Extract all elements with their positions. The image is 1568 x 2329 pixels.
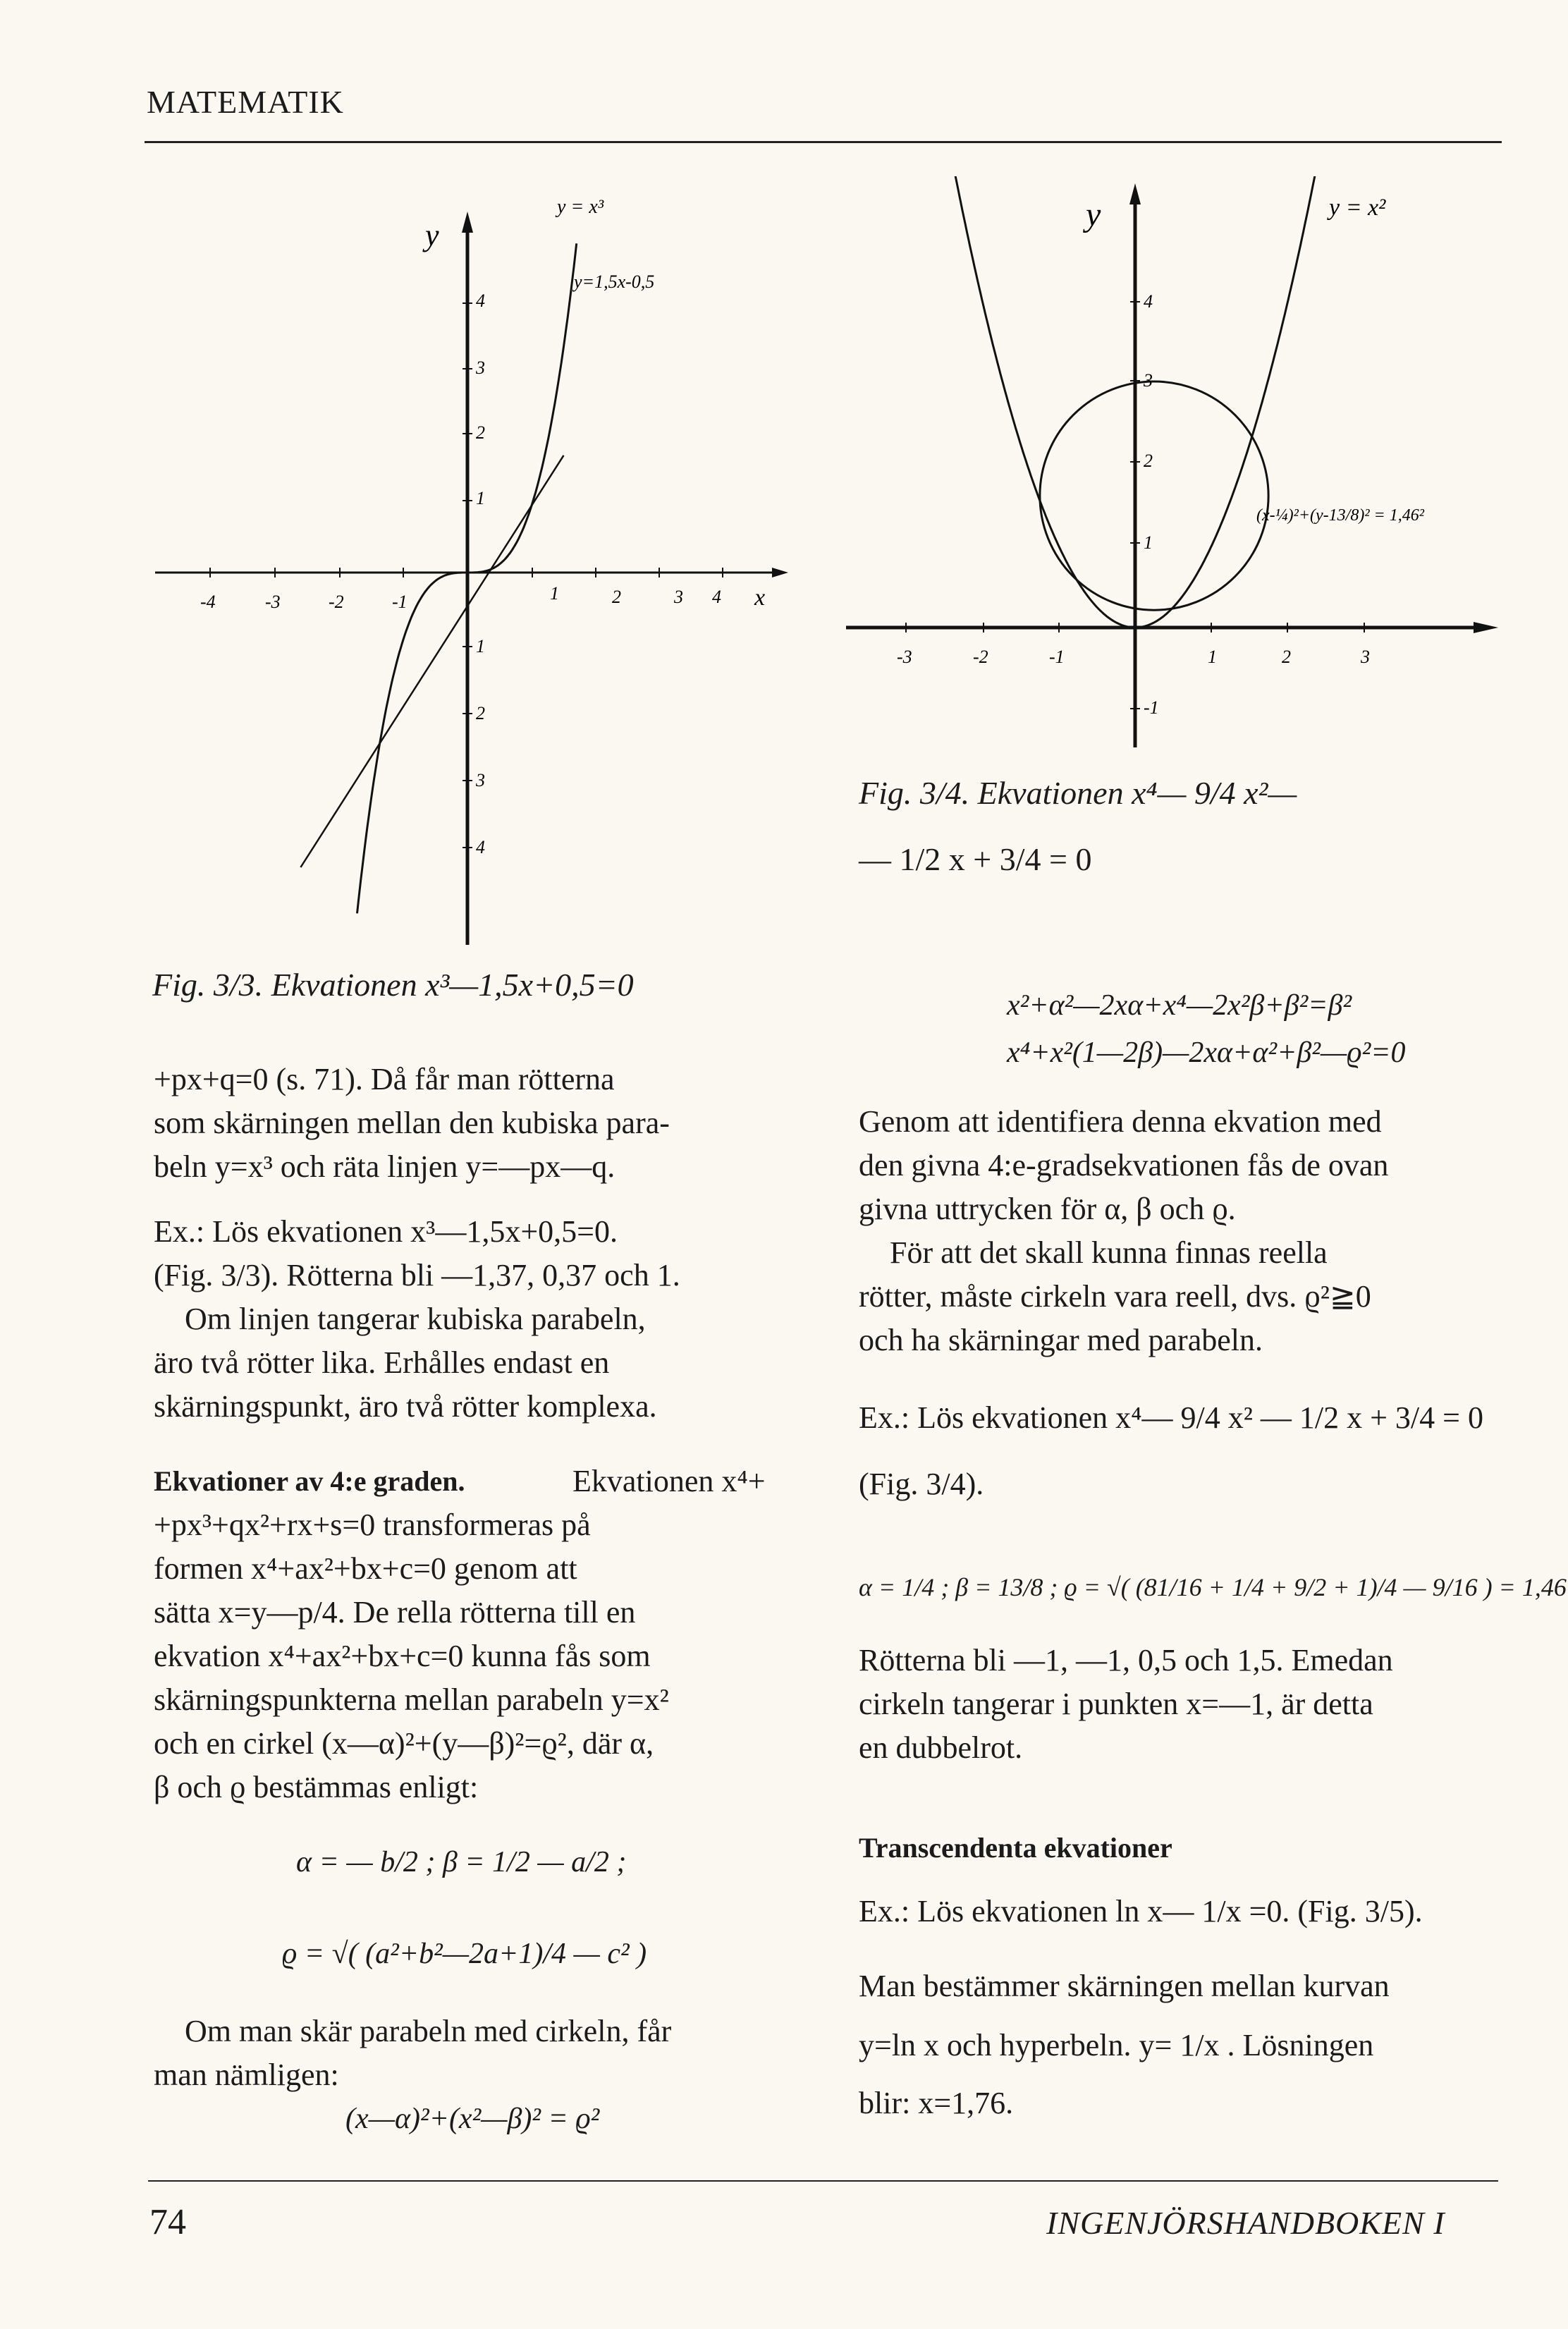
text-line: Man bestämmer skärningen mellan kurvan	[859, 1969, 1390, 2003]
y-tick-label: -1	[1144, 697, 1159, 718]
text-line: som skärningen mellan den kubiska para-	[154, 1106, 670, 1140]
y-tick-label: 4	[476, 837, 485, 857]
formula: α = — b/2 ; β = 1/2 — a/2 ;	[296, 1846, 627, 1878]
formula: α = 1/4 ; β = 13/8 ; ϱ = √( (81/16 + 1/4 + 9/2 + 1)/4 — 9/16 ) = 1,46	[859, 1573, 1567, 1601]
figure-3-4-caption-line2: — 1/2 x + 3/4 = 0	[859, 841, 1092, 877]
x-tick-label: 4	[712, 587, 721, 607]
y-tick-label: 2	[1144, 451, 1153, 471]
y-tick-label: 1	[1144, 532, 1153, 553]
y-tick-label: 3	[476, 770, 485, 790]
x-tick-label: -2	[973, 647, 988, 667]
text-line: För att det skall kunna finnas reella	[890, 1235, 1328, 1270]
circle-label: (x-¼)²+(y-13/8)² = 1,46²	[1256, 506, 1424, 525]
text-line: +px³+qx²+rx+s=0 transformeras på	[154, 1508, 591, 1542]
text-line: sätta x=y—p/4. De rella rötterna till en	[154, 1595, 636, 1630]
header-rule	[145, 141, 1502, 143]
y-axis-label: y	[1086, 196, 1101, 233]
x-tick-label: 1	[1208, 647, 1217, 667]
text-line: äro två rötter lika. Erhålles endast en	[154, 1345, 610, 1380]
x-tick-label: -1	[1049, 647, 1065, 667]
x-tick-label: -3	[897, 647, 912, 667]
x-tick-label: -2	[329, 592, 344, 612]
x-tick-label: -1	[392, 592, 408, 612]
cubic-label: y = x³	[557, 196, 604, 218]
text-line: skärningspunkt, äro två rötter komplexa.	[154, 1389, 657, 1424]
text-line: Ex.: Lös ekvationen x⁴— 9/4 x² — 1/2 x + 3/4 = 0	[859, 1400, 1483, 1435]
text-line: skärningspunkterna mellan parabeln y=x²	[154, 1682, 669, 1717]
text-line: Genom att identifiera denna ekvation med	[859, 1104, 1382, 1139]
text-line: (Fig. 3/3). Rötterna bli —1,37, 0,37 och 1.	[154, 1258, 680, 1292]
y-tick-label: 4	[476, 291, 485, 311]
running-header: MATEMATIK	[147, 84, 344, 120]
formula: x⁴+x²(1—2β)—2xα+α²+β²—ϱ²=0	[1007, 1037, 1406, 1069]
text-line: Ex.: Lös ekvationen ln x— 1/x =0. (Fig. 3/5).	[859, 1894, 1423, 1928]
text-line: Ekvationen x⁴+	[572, 1464, 766, 1498]
text-line: +px+q=0 (s. 71). Då får man rötterna	[154, 1062, 615, 1096]
text-line: Ex.: Lös ekvationen x³—1,5x+0,5=0.	[154, 1214, 618, 1249]
x-tick-label: 2	[612, 587, 621, 607]
section-title: Ekvationer av 4:e graden.	[154, 1465, 465, 1497]
x-tick-label: -4	[200, 592, 216, 612]
book-title: INGENJÖRSHANDBOKEN I	[1046, 2205, 1445, 2241]
page-number: 74	[149, 2202, 186, 2242]
text-line: Om linjen tangerar kubiska parabeln,	[185, 1302, 646, 1336]
x-tick-label: 1	[550, 583, 559, 604]
text-line: blir: x=1,76.	[859, 2086, 1014, 2120]
figure-3-3-caption: Fig. 3/3. Ekvationen x³—1,5x+0,5=0	[152, 967, 634, 1003]
text-line: ekvation x⁴+ax²+bx+c=0 kunna fås som	[154, 1639, 651, 1673]
text-line: beln y=x³ och räta linjen y=—px—q.	[154, 1149, 615, 1184]
section-title: Transcendenta ekvationer	[859, 1832, 1172, 1864]
y-tick-label: 2	[476, 422, 485, 443]
x-tick-label: 3	[1361, 647, 1370, 667]
formula: (x—α)²+(x²—β)² = ϱ²	[345, 2103, 600, 2135]
parabola-label: y = x²	[1329, 195, 1386, 221]
x-tick-label: -3	[265, 592, 281, 612]
text-line: formen x⁴+ax²+bx+c=0 genom att	[154, 1551, 577, 1586]
text-line: y=ln x och hyperbeln. y= 1/x . Lösningen	[859, 2028, 1374, 2062]
text-line: (Fig. 3/4).	[859, 1467, 984, 1501]
text-line: och en cirkel (x—α)²+(y—β)²=ϱ², där α,	[154, 1726, 654, 1761]
text-line: en dubbelrot.	[859, 1730, 1023, 1765]
figure-3-4-caption-line1: Fig. 3/4. Ekvationen x⁴— 9/4 x²—	[859, 775, 1297, 811]
formula: x²+α²—2xα+x⁴—2x²β+β²=β²	[1007, 989, 1352, 1022]
text-line: Rötterna bli —1, —1, 0,5 och 1,5. Emedan	[859, 1643, 1393, 1677]
text-line: givna uttrycken för α, β och ϱ.	[859, 1192, 1236, 1226]
text-line: den givna 4:e-gradsekvationen fås de ovan	[859, 1148, 1389, 1182]
text-line: β och ϱ bestämmas enligt:	[154, 1770, 479, 1804]
formula: ϱ = √( (a²+b²—2a+1)/4 — c² )	[282, 1938, 647, 1970]
text-line: och ha skärningar med parabeln.	[859, 1323, 1263, 1357]
y-tick-label: 1	[476, 488, 485, 508]
x-axis-label: x	[754, 585, 766, 611]
text-line: cirkeln tangerar i punkten x=—1, är detta	[859, 1687, 1373, 1721]
line-curve	[300, 456, 563, 867]
x-tick-label: 3	[674, 587, 683, 607]
footer-rule	[148, 2180, 1498, 2182]
x-tick-label: 2	[1282, 647, 1291, 667]
text-line: man nämligen:	[154, 2058, 339, 2092]
y-tick-label: 2	[476, 703, 485, 723]
line-label: y=1,5x-0,5	[574, 271, 655, 292]
y-tick-label: 1	[476, 636, 485, 656]
figure-3-3	[141, 176, 818, 952]
text-line: rötter, måste cirkeln vara reell, dvs. ϱ²≧0	[859, 1279, 1371, 1314]
y-tick-label: 3	[476, 357, 485, 378]
y-tick-label: 3	[1144, 370, 1153, 391]
figure-3-4	[839, 176, 1509, 754]
y-axis-label: y	[425, 218, 439, 252]
text-line: Om man skär parabeln med cirkeln, får	[185, 2014, 672, 2048]
y-tick-label: 4	[1144, 291, 1153, 312]
